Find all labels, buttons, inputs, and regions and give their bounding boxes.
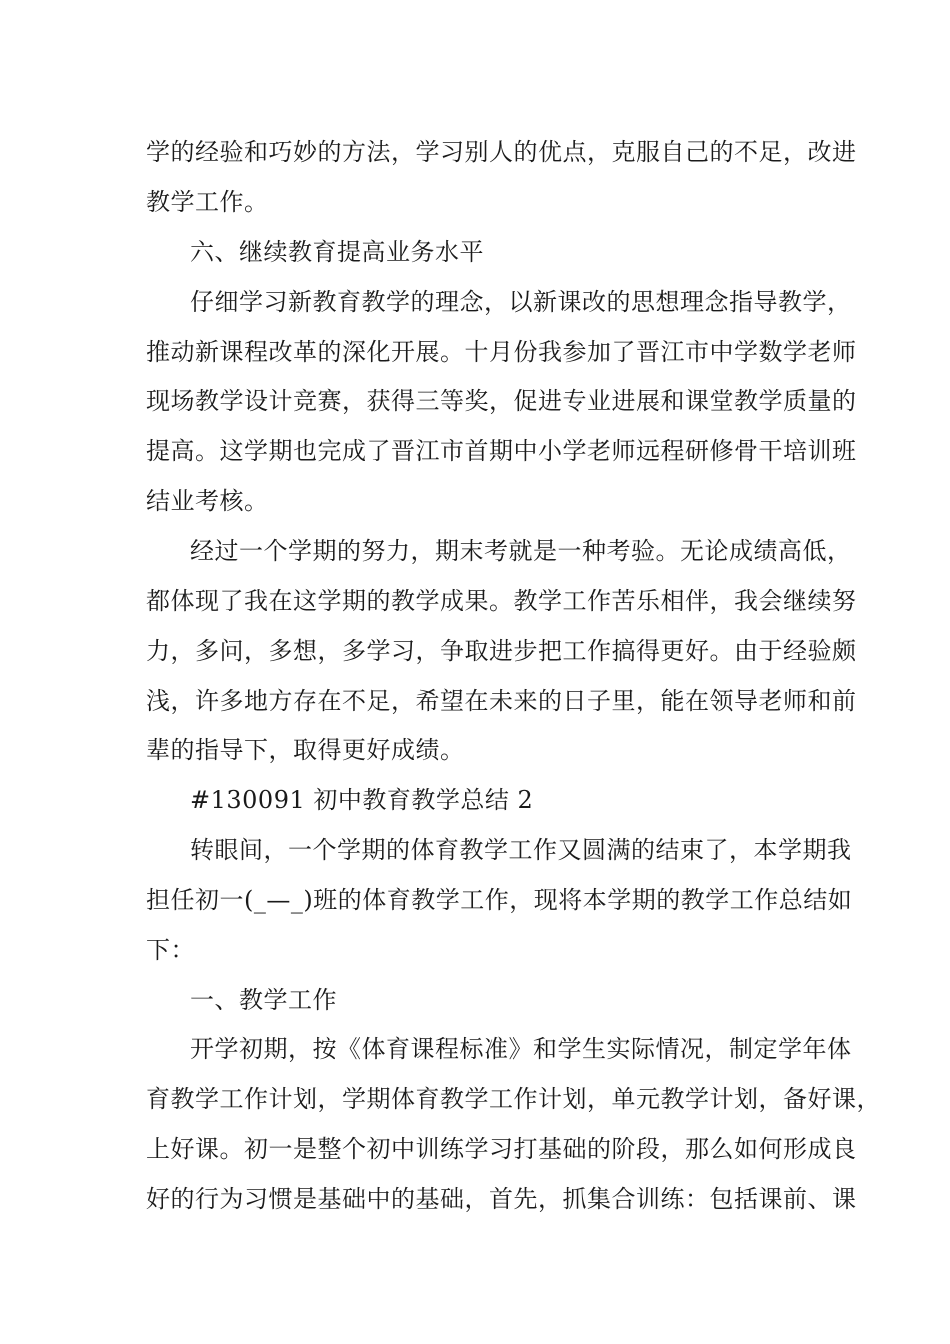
text-line: 开学初期，按《体育课程标准》和学生实际情况，制定学年体 xyxy=(190,1035,852,1063)
text-line: 好的行为习惯是基础中的基础，首先，抓集合训练：包括课前、课 xyxy=(146,1185,857,1213)
text-line: 学的经验和巧妙的方法，学习别人的优点，克服自己的不足，改进 xyxy=(146,138,857,166)
text-line: 经过一个学期的努力，期末考就是一种考验。无论成绩高低， xyxy=(190,537,852,565)
text-line: 仔细学习新教育教学的理念，以新课改的思想理念指导教学， xyxy=(190,288,852,316)
text-line: 上好课。初一是整个初中训练学习打基础的阶段，那么如何形成良 xyxy=(146,1135,857,1163)
section-heading: 六、继续教育提高业务水平 xyxy=(190,238,484,266)
text-line: 力，多问，多想，多学习，争取进步把工作搞得更好。由于经验颇 xyxy=(146,637,857,665)
text-line: 现场教学设计竞赛，获得三等奖，促进专业进展和课堂教学质量的 xyxy=(146,387,857,415)
text-line: 推动新课程改革的深化开展。十月份我参加了晋江市中学数学老师 xyxy=(146,338,857,366)
section-heading: 一、教学工作 xyxy=(190,986,337,1014)
text-line: 育教学工作计划，学期体育教学工作计划，单元教学计划，备好课， xyxy=(146,1085,881,1113)
text-line: 提高。这学期也完成了晋江市首期中小学老师远程研修骨干培训班 xyxy=(146,437,857,465)
section-heading: #130091 初中教育教学总结 2 xyxy=(190,786,534,814)
text-line: 教学工作。 xyxy=(146,188,269,216)
text-line: 结业考核。 xyxy=(146,487,269,515)
text-line: 担任初一(_—_)班的体育教学工作，现将本学期的教学工作总结如 xyxy=(146,886,853,914)
text-line: 浅，许多地方存在不足，希望在未来的日子里，能在领导老师和前 xyxy=(146,687,857,715)
text-line: 都体现了我在这学期的教学成果。教学工作苦乐相伴，我会继续努 xyxy=(146,587,857,615)
text-line: 下： xyxy=(146,936,195,964)
text-line: 转眼间，一个学期的体育教学工作又圆满的结束了，本学期我 xyxy=(190,836,852,864)
text-line: 辈的指导下，取得更好成绩。 xyxy=(146,736,465,764)
